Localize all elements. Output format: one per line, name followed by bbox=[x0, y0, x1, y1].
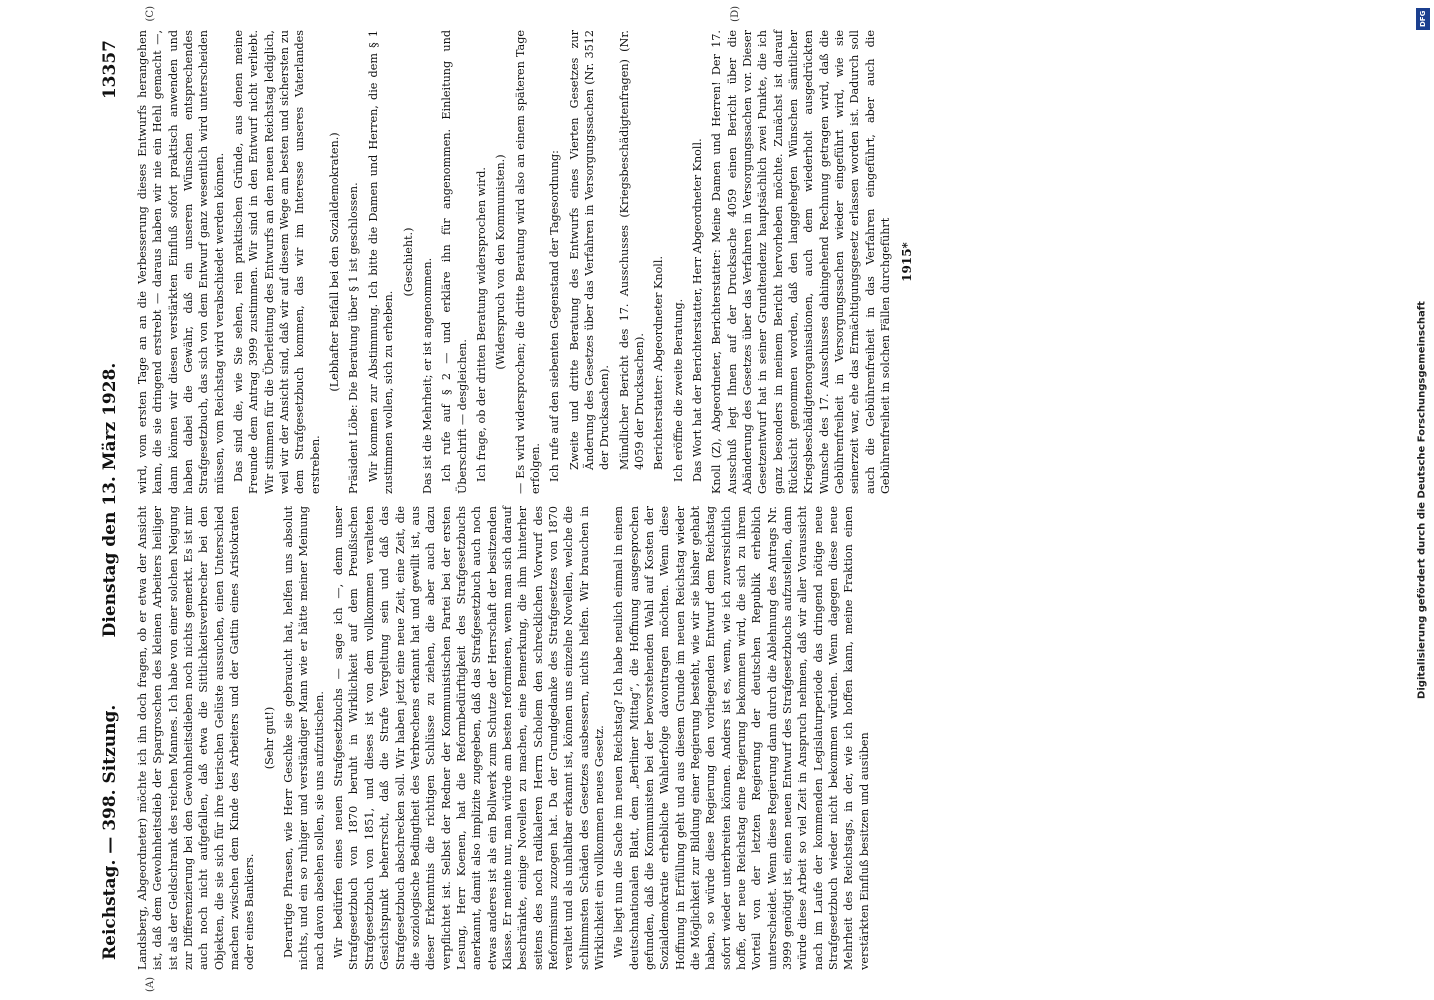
interjection: (Sehr gut!) bbox=[262, 706, 276, 770]
margin-mark-c: (C) bbox=[145, 6, 156, 22]
paragraph: Wie liegt nun die Sache im neuen Reichstag? Ich habe neulich einmal in einem deutschnationalen Blatt, dem „Berliner Mittag“, die Hoffnung ausgesprochen gefunden, daß die Kommunisten bei der bevorstehenden Wahl auf Kosten der Sozialdemokratie erhebliche Wahlerfolge davontragen möchten. Wenn diese Hoffnung in Erfüllung geht und aus diesem Grunde im neuen Reichstag wieder die Möglichkeit zur Bildung einer Regierung besteht, wie wir sie bisher gehabt haben, so würde diese Regierung den vorliegenden Entwurf dem Reichstag sofort wieder unterbreiten können. Anders ist es, wenn, wie ich zuversichtlich hoffe, der neue Reichstag eine Regierung bekommen wird, die sich zu ihrem Vorteil von der letzten Regierung der deutschen Republik erheblich unterscheidet. Wenn diese Regierung dann durch die Ablehnung des Antrags Nr. 3999 genötigt ist, einen neuen Entwurf des Strafgesetzbuchs aufzustellen, dann würde diese Arbeit so viel Zeit in Anspruch nehmen, daß wir aller Voraussicht nach im Laufe der kommenden Legislaturperiode das dringend nötige neue Strafgesetzbuch wieder nicht bekommen würden. Wenn dagegen diese neue Mehrheit des Reichstags, in der, wie ich hoffen kann, meine Fraktion einen verstärkten Einfluß besitzen und ausüben bbox=[612, 506, 871, 970]
digitization-credit bbox=[1412, 0, 1432, 1000]
paragraph: Das Wort hat der Berichterstatter, Herr Abgeordneter Knoll. bbox=[691, 138, 704, 482]
paragraph: Wir bedürfen eines neuen Strafgesetzbuchs — sage ich —, denn unser Strafgesetzbuch von 1870 beruht in Wirklichkeit auf dem Preußischen Strafgesetzbuch von 1851, und dieses ist von dem vollkommen veralteten Gesichtspunkt beherrscht, daß die Strafe Vergeltung sein und daß das Strafgesetzbuch abschrecken soll. Wir haben jetzt eine neue Zeit, eine Zeit, die die soziologische Bedingtheit des Verbrechens erkannt hat und gewillt ist, aus dieser Erkenntnis die richtigen Schlüsse zu ziehen, die aber auch dazu verpflichtet ist. Selbst der Redner der Kommunistischen Partei bei der ersten Lesung, Herr Koenen, hat die Reformbedürftigkeit des Strafgesetzbuchs anerkannt, damit also implizite zugegeben, daß das Strafgesetzbuch auch noch etwas anderes ist als ein Bollwerk zum Schutze der Herrschaft der besitzenden Klasse. Er meinte nur, man würde am besten reformieren, wenn man sich darauf beschränkte, einige Novellen zu machen, eine Bemerkung, die ihm hinterher seitens des noch radikaleren Herrn Scholem den schrecklichen Vorwurf des Reformismus zuzogen hat. Da der Grundgedanke des Strafgesetzes von 1870 veraltet und als unhaltbar erkannt ist, können uns einzelne Novellen, welche die schlimmsten Schäden des Gesetzes ausbessern, nichts helfen. Wir brauchen in Wirklichkeit ein vollkommen neues Gesetz. bbox=[332, 506, 606, 970]
paragraph: Wir kommen zur Abstimmung. Ich bitte die Damen und Herren, die dem § 1 zustimmen wollen, sich zu erheben. bbox=[366, 30, 396, 494]
paragraph: Derartige Phrasen, wie Herr Geschke sie gebraucht hat, helfen uns absolut nichts, und ein so ruhiger und verständiger Mann wie er hätte meiner Meinung nach davon absehen sollen, sie uns aufzutischen. bbox=[282, 506, 326, 970]
credit-text: Digitalisierung gefördert durch die Deutsche Forschungsgemeinschaft bbox=[1416, 301, 1428, 699]
paragraph: Ich eröffne die zweite Beratung. bbox=[671, 298, 685, 482]
dfg-logo: DFG bbox=[1416, 8, 1430, 30]
paragraph: — Es wird widersprochen; die dritte Beratung wird also an einem späteren Tage erfolgen. bbox=[513, 30, 542, 494]
interjection: (Geschieht.) bbox=[401, 227, 415, 297]
margin-mark-a: (A) bbox=[145, 976, 156, 992]
margin-mark-d: (D) bbox=[730, 6, 741, 22]
paragraph: Das sind die, wie Sie sehen, rein praktischen Gründe, aus denen meine Freunde dem Antrag 3999 zustimmen. Wir sind in den Entwurf nicht verliebt. Wir stimmen für die Überleitung des Entwurfs an den neuen Reichstag lediglich, weil wir der Ansicht sind, daß wir auf diesem Wege am besten und sichersten zu dem Strafgesetzbuch kommen, das wir im Interesse unseres Vaterlandes erstreben. bbox=[232, 30, 322, 494]
interjection: (Lebhafter Beifall bei den Sozialdemokraten.) bbox=[328, 132, 342, 392]
header-session: Reichstag. — 398. Sitzung. bbox=[100, 704, 120, 960]
header-date: Dienstag den 13. März 1928. bbox=[100, 362, 120, 638]
paragraph: wird, vom ersten Tage an an die Verbesserung dieses Entwurfs herangehen kann, die sie dringend erstrebt — daraus haben wir nie ein Hehl gemacht —, dann können wir diesen verstärkten Einfluß sofort praktisch anwenden und haben dabei die Gewähr, daß ein unseren Wünschen entsprechendes Strafgesetzbuch, das sich von dem Entwurf ganz wesentlich wird unterscheiden müssen, vom Reichstag wird verabschiedet werden können. bbox=[136, 30, 226, 494]
text-columns bbox=[135, 30, 1230, 970]
column-right bbox=[135, 30, 1230, 494]
paragraph: Ich rufe auf § 2 — und erkläre ihn für angenommen. Einleitung und Überschrift — desgleichen. bbox=[440, 30, 469, 494]
paragraph: Ich rufe auf den siebenten Gegenstand der Tagesordnung: bbox=[548, 150, 562, 482]
signature-mark: 1915* bbox=[900, 242, 915, 282]
interjection: (Widerspruch von den Kommunisten.) bbox=[494, 154, 508, 370]
paragraph: Präsident Löbe: Die Beratung über § 1 ist geschlossen. bbox=[347, 182, 361, 494]
page-header bbox=[100, 40, 134, 960]
paragraph: Das ist die Mehrheit; er ist angenommen. bbox=[420, 257, 434, 494]
paragraph: Landsberg, Abgeordneter) möchte ich ihn doch fragen, ob er etwa der Ansicht ist, daß dem Gewohnheitsdieb der Spargroschen des kleinen Arbeiters heiliger ist als der Geldschrank des reichen Mannes. Ich habe von einer solchen Neigung zur Differenzierung bei den Gewohnheitsdieben noch nichts gemerkt. Es ist mir auch noch nicht aufgefallen, daß etwa die Sittlichkeitsverbrecher bei den Objekten, die sie sich für ihre tierischen Gelüste aussuchen, einen Unterschied machen zwischen dem Kinde des Arbeiters und der Gattin eines Aristokraten oder eines Bankiers. bbox=[136, 506, 257, 970]
paragraph: Ich frage, ob der dritten Beratung widersprochen wird. bbox=[474, 167, 488, 482]
agenda-item: Zweite und dritte Beratung des Entwurfs eines Vierten Gesetzes zur Änderung des Gesetzes über das Verfahren in Versorgungssachen (Nr. 3512 der Drucksachen). bbox=[567, 30, 612, 470]
header-page-number: 13357 bbox=[100, 40, 120, 100]
paragraph: Knoll (Z), Abgeordneter, Berichterstatter: Meine Damen und Herren! Der 17. Ausschuß legt Ihnen auf der Drucksache 4059 einen Bericht über die Abänderung des Gesetzes über das Verfahren in Versorgungssachen vor. Dieser Gesetzentwurf hat in seiner Grundtendenz hauptsächlich zwei Punkte, die ich ganz besonders in meinem Bericht hervorheben möchte. Zunächst ist darauf Rücksicht genommen worden, daß den langgehegten Wünschen sämtlicher Kriegsbeschädigtenorganisationen, auch dem wiederholt ausgedrückten Wunsche des 17. Ausschusses dahingehend Rechnung getragen wird, daß die Gebührenfreiheit in Versorgungssachen wieder eingeführt wird, wie sie seinerzeit war, ehe das Ermächtigungsgesetz erlassen worden ist. Dadurch soll auch die Gebührenfreiheit in das Verfahren eingeführt, aber auch die Gebührenfreiheit in solchen Fällen durchgeführt bbox=[710, 30, 893, 494]
agenda-item: Berichterstatter: Abgeordneter Knoll. bbox=[652, 255, 666, 470]
agenda-item: Mündlicher Bericht des 17. Ausschusses (Kriegsbeschädigtenfragen) (Nr. 4059 der Drucksachen). bbox=[617, 30, 646, 470]
rotated-page bbox=[10, 0, 1250, 1000]
column-left bbox=[135, 506, 1230, 970]
